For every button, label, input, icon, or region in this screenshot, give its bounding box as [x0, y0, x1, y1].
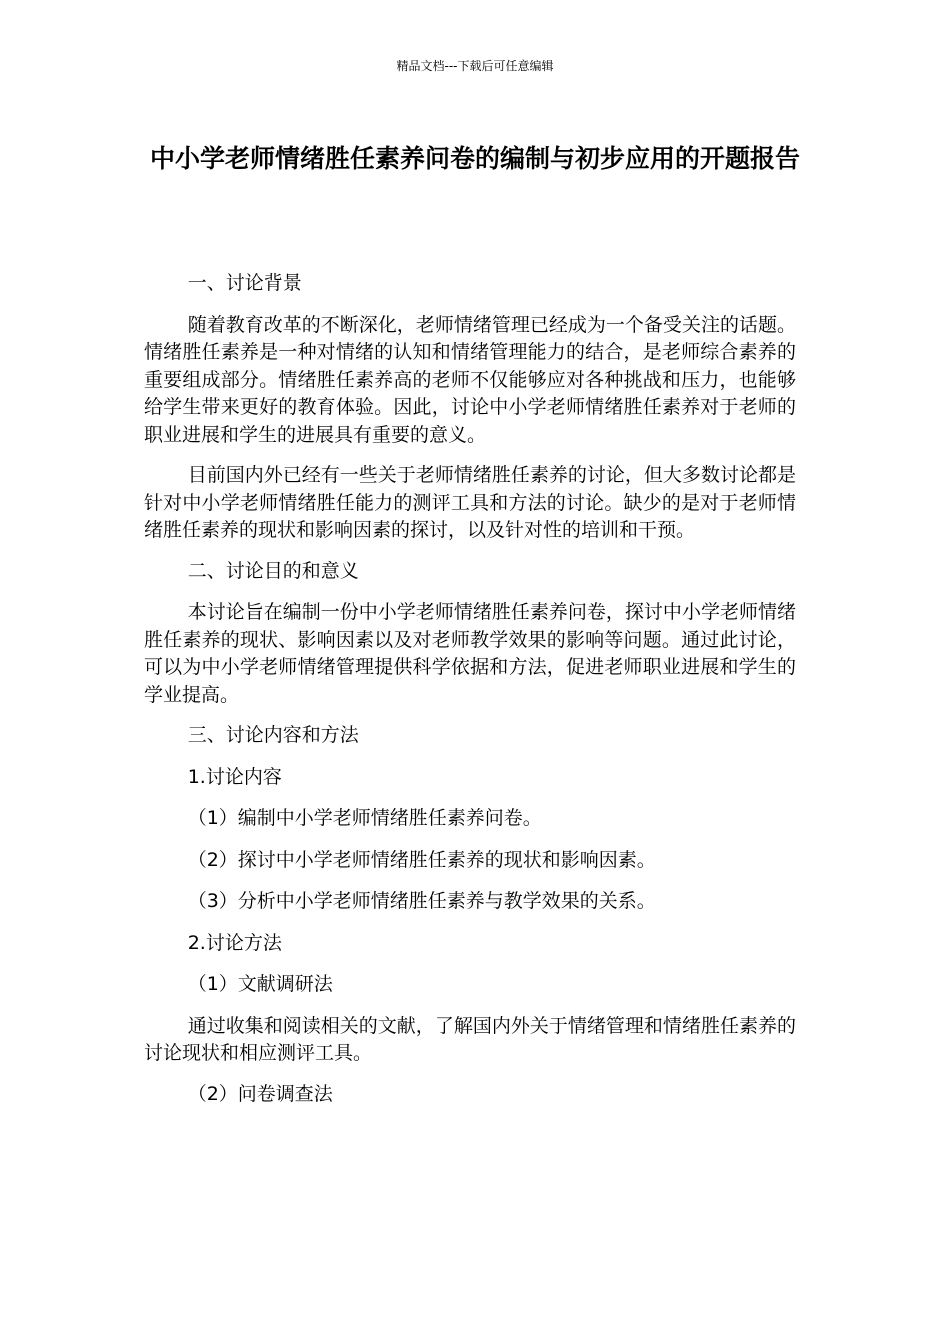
section-heading-background: 一、讨论背景 [187, 272, 302, 294]
subheading-method: 2.讨论方法 [187, 931, 282, 954]
paragraph-background-1: 随着教育改革的不断深化，老师情绪管理已经成为一个备受关注的话题。情绪胜任素养是一种对情绪的认知和情绪管理能力的结合，是老师综合素养的重要组成部分。情绪胜任素养高的老师不仅能够应对各种挑战和压力，也能够给学生带来更好的教育体验。因此，讨论中小学老师情绪胜任素养对于老师的职业进展和学生的进展具有重要的意义。 [144, 313, 796, 446]
document-title: 中小学老师情绪胜任素养问卷的编制与初步应用的开题报告 [149, 144, 800, 173]
page-header: 精品文档---下载后可任意编辑 [396, 59, 554, 73]
content-item-2: （2）探讨中小学老师情绪胜任素养的现状和影响因素。 [187, 848, 656, 871]
method-literature-heading: （1）文献调研法 [187, 973, 333, 995]
content-item-1: （1）编制中小学老师情绪胜任素养问卷。 [187, 807, 542, 829]
paragraph-purpose: 本讨论旨在编制一份中小学老师情绪胜任素养问卷，探讨中小学老师情绪胜任素养的现状、影响因素以及对老师教学效果的影响等问题。通过此讨论，可以为中小学老师情绪管理提供科学依据和方法，促进老师职业进展和学生的学业提高。 [144, 601, 796, 706]
section-heading-purpose: 二、讨论目的和意义 [187, 559, 359, 582]
document-body [144, 270, 796, 1122]
content-item-3: （3）分析中小学老师情绪胜任素养与教学效果的关系。 [187, 890, 656, 912]
method-questionnaire-heading: （2）问卷调查法 [187, 1082, 333, 1105]
subheading-content: 1.讨论内容 [187, 765, 282, 788]
paragraph-background-2: 目前国内外已经有一些关于老师情绪胜任素养的讨论，但大多数讨论都是针对中小学老师情绪胜任能力的测评工具和方法的讨论。缺少的是对于老师情绪胜任素养的现状和影响因素的探讨，以及针对性的培训和干预。 [144, 464, 796, 541]
section-heading-content-method: 三、讨论内容和方法 [187, 724, 359, 746]
method-literature-text: 通过收集和阅读相关的文献，了解国内外关于情绪管理和情绪胜任素养的讨论现状和相应测评工具。 [144, 1014, 796, 1064]
